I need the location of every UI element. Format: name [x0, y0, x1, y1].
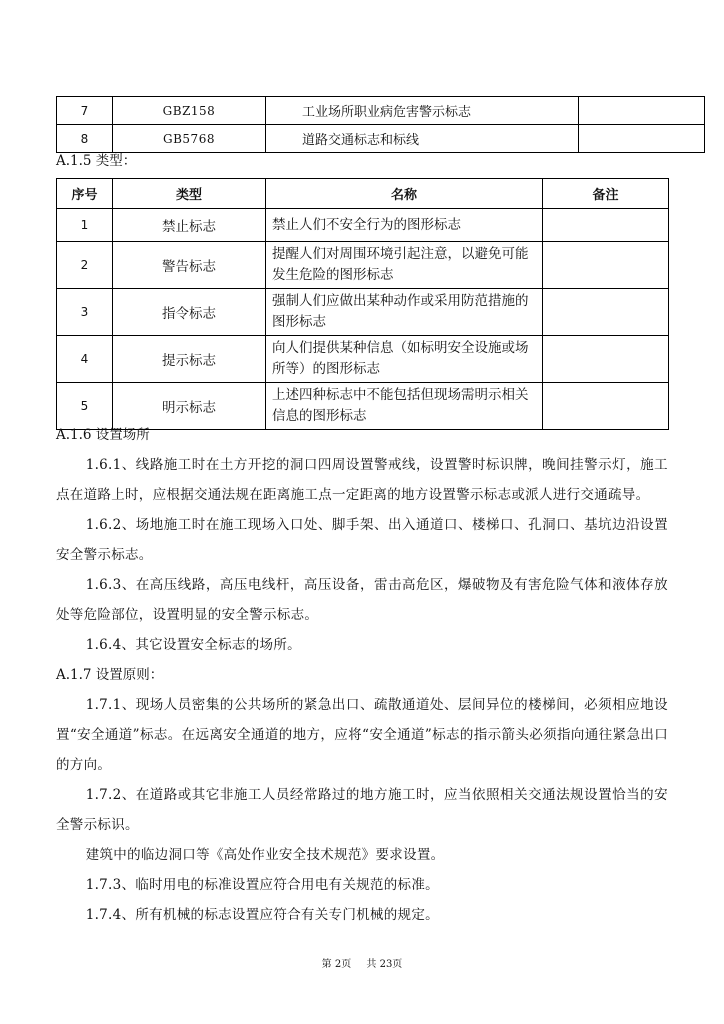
- table-row: [57, 209, 669, 242]
- standard-name: 道路交通标志和标线: [266, 125, 579, 153]
- header-note: 备注: [543, 179, 669, 209]
- standard-note: [579, 97, 705, 125]
- sign-description: 强制人们应做出某种动作或采用防范措施的图形标志: [266, 289, 543, 336]
- row-number: 4: [57, 336, 113, 383]
- sign-note: [543, 336, 669, 383]
- sign-type: 禁止标志: [113, 209, 266, 242]
- standard-code: GBZ158: [113, 97, 266, 125]
- row-number: 7: [57, 97, 113, 125]
- standard-code: GB5768: [113, 125, 266, 153]
- standard-name: 工业场所职业病危害警示标志: [266, 97, 579, 125]
- paragraph-1-6-3: 1.6.3、在高压线路，高压电线杆，高压设备，雷击高危区，爆破物及有害危险气体和液体存放处等危险部位，设置明显的安全警示标志。: [56, 577, 668, 623]
- paragraph-1-7-4: 1.7.4、所有机械的标志设置应符合有关专门机械的规定。: [85, 907, 439, 923]
- paragraph-1-7-1: 1.7.1、现场人员密集的公共场所的紧急出口、疏散通道处、层间异位的楼梯间，必须相应地设置“安全通道”标志。在远离安全通道的地方，应将“安全通道”标志的指示箭头必须指向通往紧急出口的方向。: [56, 697, 668, 773]
- body-text: [56, 420, 668, 930]
- paragraph-1-6-4: 1.6.4、其它设置安全标志的场所。: [85, 637, 301, 653]
- sign-description: 上述四种标志中不能包括但现场需明示相关信息的图形标志: [266, 383, 543, 430]
- sign-note: [543, 289, 669, 336]
- page-footer: [0, 955, 724, 970]
- table-row: [57, 242, 669, 289]
- sign-description: 向人们提供某种信息（如标明安全设施或场所等）的图形标志: [266, 336, 543, 383]
- sign-type: 提示标志: [113, 336, 266, 383]
- page-total: 共 23页: [366, 959, 403, 970]
- sign-description: 提醒人们对周围环境引起注意，以避免可能发生危险的图形标志: [266, 242, 543, 289]
- row-number: 5: [57, 383, 113, 430]
- header-type: 类型: [113, 179, 266, 209]
- sign-description: 禁止人们不安全行为的图形标志: [266, 209, 543, 242]
- sign-type: 警告标志: [113, 242, 266, 289]
- paragraph-1-7-2: 1.7.2、在道路或其它非施工人员经常路过的地方施工时，应当依照相关交通法规设置恰当的安全警示标识。: [56, 787, 668, 833]
- standards-table: [56, 96, 705, 153]
- paragraph-1-6-1: 1.6.1、线路施工时在土方开挖的洞口四周设置警戒线，设置警时标识牌，晚间挂警示灯，施工点在道路上时，应根据交通法规在距离施工点一定距离的地方设置警示标志或派人进行交通疏导。: [56, 457, 668, 503]
- header-no: 序号: [57, 179, 113, 209]
- row-number: 3: [57, 289, 113, 336]
- section-heading-a15: A.1.5 类型：: [56, 153, 137, 169]
- section-heading-a17: A.1.7 设置原则：: [56, 667, 164, 683]
- sign-note: [543, 242, 669, 289]
- table-row: [57, 97, 705, 125]
- paragraph-1-7-2-note: 建筑中的临边洞口等《高处作业安全技术规范》要求设置。: [85, 847, 445, 863]
- sign-types-table: [56, 178, 669, 430]
- header-name: 名称: [266, 179, 543, 209]
- paragraph-1-6-2: 1.6.2、场地施工时在施工现场入口处、脚手架、出入通道口、楼梯口、孔洞口、基坑边沿设置安全警示标志。: [56, 517, 668, 563]
- table-row: [57, 336, 669, 383]
- sign-note: [543, 209, 669, 242]
- row-number: 2: [57, 242, 113, 289]
- sign-type: 明示标志: [113, 383, 266, 430]
- table-header-row: [57, 179, 669, 209]
- table-row: [57, 289, 669, 336]
- paragraph-1-7-3: 1.7.3、临时用电的标准设置应符合用电有关规范的标准。: [85, 877, 439, 893]
- sign-type: 指令标志: [113, 289, 266, 336]
- row-number: 1: [57, 209, 113, 242]
- section-heading-a16: A.1.6 设置场所: [56, 427, 150, 443]
- page-number: 第 2页: [321, 959, 352, 970]
- row-number: 8: [57, 125, 113, 153]
